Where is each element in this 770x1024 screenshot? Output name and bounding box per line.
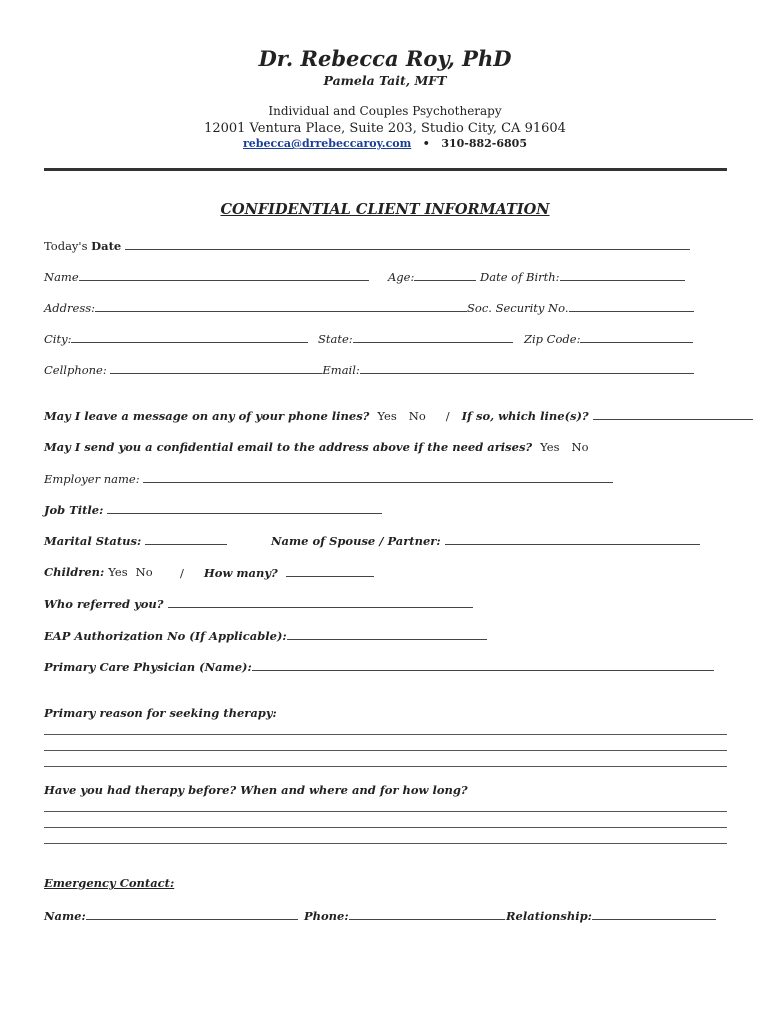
eap-label: EAP Authorization No (If Applicable):	[44, 629, 287, 643]
send-email-yes[interactable]: Yes	[540, 440, 560, 454]
slash-divider: /	[445, 409, 450, 423]
spouse-field[interactable]	[445, 533, 700, 545]
employer-field[interactable]	[143, 471, 613, 483]
pcp-label: Primary Care Physician (Name):	[44, 660, 252, 674]
how-many-group	[180, 565, 374, 580]
zip-group	[524, 331, 693, 346]
how-many-label: How many?	[203, 566, 278, 580]
children-yes[interactable]: Yes	[108, 565, 128, 579]
cellphone-row	[44, 362, 694, 377]
ssn-field[interactable]	[569, 300, 694, 312]
leave-message-question: May I leave a message on any of your phone lines?	[44, 409, 370, 423]
children-slash: /	[180, 566, 184, 580]
practice-address: 12001 Ventura Place, Suite 203, Studio City, CA 91604	[204, 121, 566, 136]
ec-name-label: Name:	[44, 909, 86, 923]
therapy-before-line-3[interactable]	[44, 843, 727, 844]
state-group	[318, 331, 513, 346]
ec-relationship-label: Relationship:	[506, 909, 592, 923]
eap-row	[44, 628, 487, 643]
pcp-field[interactable]	[252, 659, 714, 671]
job-title-row	[44, 502, 382, 517]
leave-message-yes[interactable]: Yes	[377, 409, 397, 423]
spouse-group	[271, 533, 700, 548]
cellphone-field[interactable]	[110, 362, 322, 374]
todays-date-label: Date	[91, 239, 122, 253]
doctor-name: Dr. Rebecca Roy, PhD	[258, 46, 512, 71]
name-field[interactable]	[79, 269, 369, 281]
primary-reason-line-3[interactable]	[44, 766, 727, 767]
ec-relationship-field[interactable]	[592, 908, 716, 920]
which-lines-label: If so, which line(s)?	[461, 409, 589, 423]
ec-name-field[interactable]	[86, 908, 298, 920]
therapist-name: Pamela Tait, MFT	[323, 73, 447, 88]
header-divider	[44, 168, 727, 171]
city-field[interactable]	[71, 331, 308, 343]
emergency-contact-heading: Emergency Contact:	[44, 876, 175, 890]
zip-label: Zip Code:	[524, 332, 581, 346]
primary-reason-label: Primary reason for seeking therapy:	[44, 706, 277, 720]
children-label: Children:	[44, 565, 105, 579]
job-title-label: Job Title:	[44, 503, 104, 517]
cellphone-label: Cellphone:	[44, 363, 107, 377]
marital-status-label: Marital Status:	[44, 534, 142, 548]
children-row	[44, 565, 153, 579]
state-field[interactable]	[353, 331, 513, 343]
todays-date-row	[44, 238, 690, 253]
address-field[interactable]	[95, 300, 467, 312]
dob-label: Date of Birth:	[480, 270, 560, 284]
leave-message-no[interactable]: No	[408, 409, 426, 423]
city-label: City:	[44, 332, 72, 346]
dob-field[interactable]	[560, 269, 685, 281]
email-field[interactable]	[360, 362, 694, 374]
ec-phone-field[interactable]	[349, 908, 505, 920]
send-email-row	[44, 440, 589, 454]
name-label: Name	[44, 270, 79, 284]
age-group	[388, 269, 685, 284]
therapy-before-line-2[interactable]	[44, 827, 727, 828]
phone-number: 310-882-6805	[441, 137, 527, 150]
send-email-question: May I send you a confidential email to the address above if the need arises?	[44, 440, 533, 454]
eap-field[interactable]	[287, 628, 487, 640]
ec-name-group	[44, 908, 298, 923]
primary-reason-line-1[interactable]	[44, 734, 727, 735]
spouse-label: Name of Spouse / Partner:	[271, 534, 441, 548]
referred-label: Who referred you?	[44, 597, 164, 611]
age-label: Age:	[388, 270, 415, 284]
name-row	[44, 269, 369, 284]
state-label: State:	[318, 332, 353, 346]
children-no[interactable]: No	[135, 565, 153, 579]
how-many-field[interactable]	[286, 565, 374, 577]
city-row	[44, 331, 308, 346]
marital-row	[44, 533, 227, 548]
ssn-label: Soc. Security No.	[467, 301, 569, 315]
therapy-before-label: Have you had therapy before? When and where and for how long?	[44, 783, 468, 797]
email-link[interactable]: rebecca@drrebeccaroy.com	[243, 137, 412, 150]
todays-date-prefix: Today's	[44, 239, 92, 253]
referred-field[interactable]	[168, 596, 473, 608]
send-email-no[interactable]: No	[571, 440, 589, 454]
referred-row	[44, 596, 473, 611]
therapy-before-line-1[interactable]	[44, 811, 727, 812]
zip-field[interactable]	[580, 331, 693, 343]
practice-description: Individual and Couples Psychotherapy	[268, 104, 502, 118]
employer-label: Employer name:	[44, 472, 140, 486]
email-label: Email:	[322, 363, 360, 377]
which-lines-field[interactable]	[593, 408, 753, 420]
ec-phone-group	[304, 908, 505, 923]
todays-date-field[interactable]	[125, 238, 690, 250]
leave-message-row	[44, 408, 753, 423]
address-label: Address:	[44, 301, 96, 315]
job-title-field[interactable]	[107, 502, 382, 514]
ec-relationship-group	[506, 908, 716, 923]
form-heading: CONFIDENTIAL CLIENT INFORMATION	[220, 201, 550, 218]
contact-line	[0, 137, 770, 150]
pcp-row	[44, 659, 714, 674]
age-field[interactable]	[414, 269, 476, 281]
ec-phone-label: Phone:	[304, 909, 349, 923]
marital-status-field[interactable]	[145, 533, 227, 545]
separator-bullet: •	[422, 137, 430, 150]
address-row	[44, 300, 694, 315]
employer-row	[44, 471, 613, 486]
primary-reason-line-2[interactable]	[44, 750, 727, 751]
